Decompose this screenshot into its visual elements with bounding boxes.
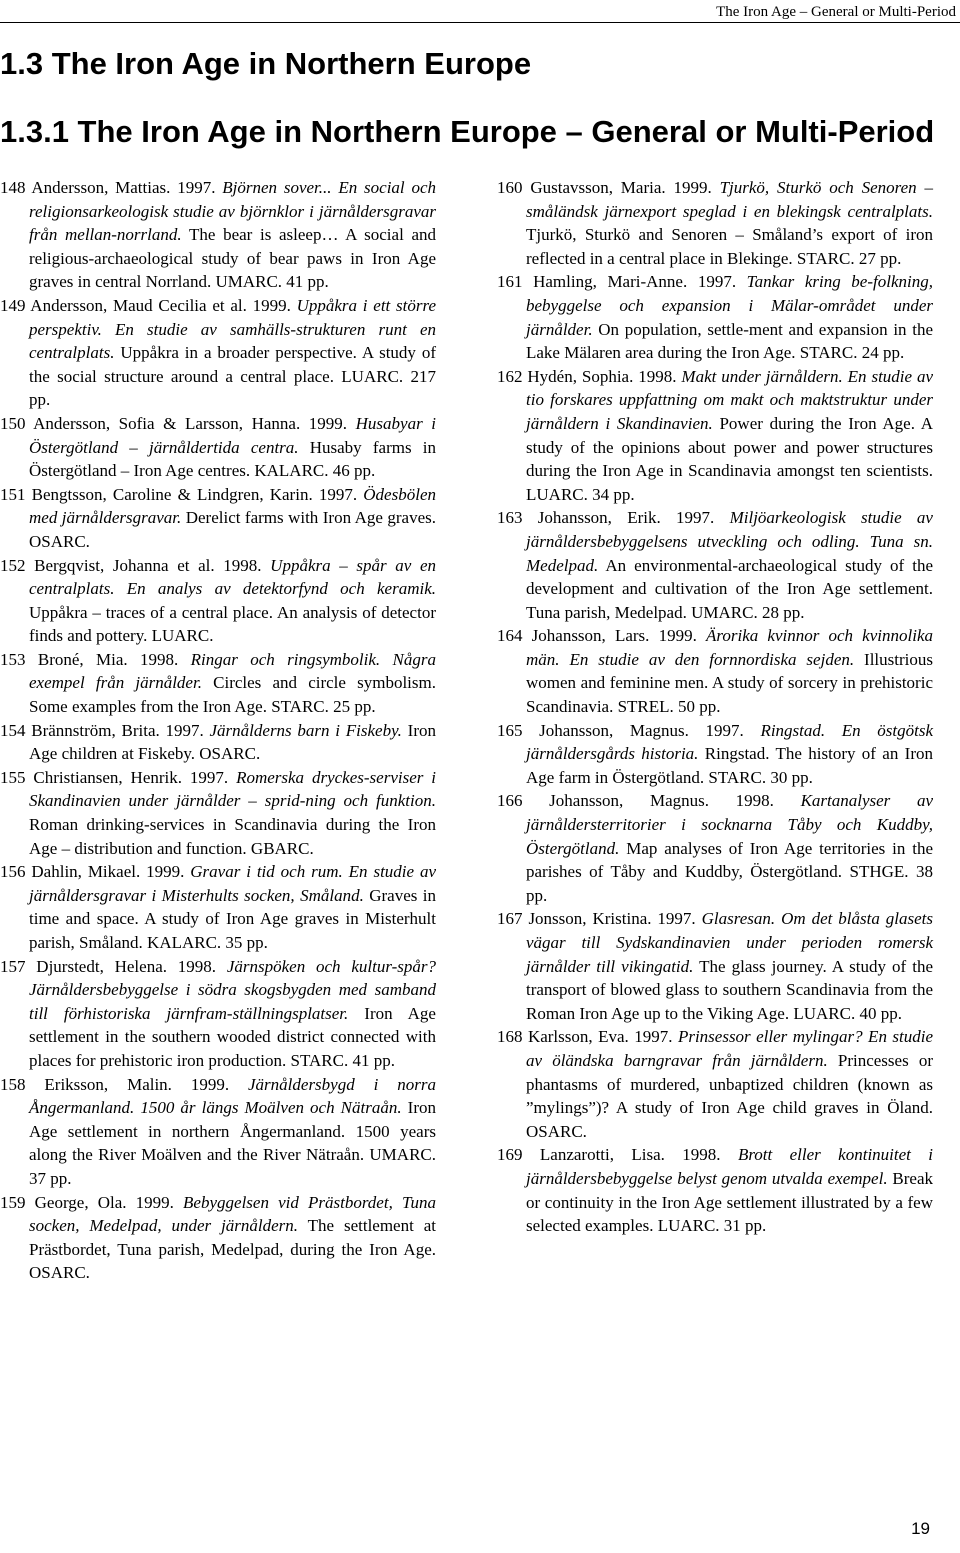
bibliography-entry: 157 Djurstedt, Helena. 1998. Järnspöken och kultur-spår? Järnåldersbebyggelse i södra skogsbygden med samband till förhistoriska järnfram-ställningsplatser. Iron Age settlement in the southern wooded district connected with places for prehistoric iron production. STARC. 41 pp. bbox=[0, 956, 437, 1070]
bibliography-entry: 169 Lanzarotti, Lisa. 1998. Brott eller kontinuitet i järnåldersbebyggelse belyst genom utvalda exempel. Break or continuity in the Iron Age settlement illustrated by a few selected examples. LUARC. 31 pp. bbox=[497, 1145, 934, 1236]
right-column bbox=[497, 176, 933, 1238]
bibliography-entry: 164 Johansson, Lars. 1999. Ärorika kvinnor och kvinnolika män. En studie av den fornnordiska sejden. Illustrious women and feminine men. A study of sorcery in prehistoric Scandinavia. STREL. 50 pp. bbox=[497, 626, 933, 717]
bibliography-entry: 155 Christiansen, Henrik. 1997. Romerska dryckes-serviser i Skandinavien under järnålder – sprid-ning och funktion. Roman drinking-services in Scandinavia during the Iron Age – distribution and function. GBARC. bbox=[0, 767, 436, 858]
bibliography-entry: 153 Broné, Mia. 1998. Ringar och ringsymbolik. Några exempel från järnålder. Circles and circle symbolism. Some examples from the Iron Age. STARC. 25 pp. bbox=[0, 649, 436, 717]
bibliography-entry: 161 Hamling, Mari-Anne. 1997. Tankar kring be-folkning, bebyggelse och expansion i Mälar-området under järnålder. On population, settle-ment and expansion in the Lake Mälaren area during the Iron Age. STARC. 24 pp. bbox=[497, 272, 933, 363]
bibliography-entry: 159 George, Ola. 1999. Bebyggelsen vid Prästbordet, Tuna socken, Medelpad, under järnåldern. The settlement at Prästbordet, Tuna parish, Medelpad, during the Iron Age. OSARC. bbox=[0, 1192, 436, 1283]
bibliography-entry: 152 Bergqvist, Johanna et al. 1998. Uppåkra – spår av en centralplats. En analys av detektorfynd och keramik. Uppåkra – traces of a central place. An analysis of detector finds and pottery. LUARC. bbox=[0, 555, 437, 646]
bibliography-entry: 149 Andersson, Maud Cecilia et al. 1999. Uppåkra i ett större perspektiv. En studie av samhälls-strukturen runt en centralplats. Uppåkra in a broader perspective. A study of the social structure around a central place. LUARC. 217 pp. bbox=[0, 295, 436, 410]
bibliography-entry: 162 Hydén, Sophia. 1998. Makt under järnåldern. En studie av tio forskares uppfattning om makt och maktstruktur under järnåldern i Skandinavien. Power during the Iron Age. A study of the opinions about power and power structures during the Iron Age in Scandinavia amongst ten scientists. LUARC. 34 pp. bbox=[497, 366, 934, 504]
bibliography-entry: 167 Jonsson, Kristina. 1997. Glasresan. Om det blåsta glasets vägar till Sydskandinavien under perioden romersk järnålder till vikingatid. The glass journey. A study of the transport of blowed glass to southern Scandinavia from the Roman Iron Age up to the Viking Age. LUARC. 40 pp. bbox=[497, 909, 933, 1023]
bibliography-entry: 158 Eriksson, Malin. 1999. Järnåldersbygd i norra Ångermanland. 1500 år längs Moälven och Nätraån. Iron Age settlement in northern Ångermanland. 1500 years along the River Moälven and the River Nätraån. UMARC. 37 pp. bbox=[0, 1074, 436, 1188]
section-heading: 1.3 The Iron Age in Northern Europe bbox=[0, 46, 532, 81]
bibliography-entry: 148 Andersson, Mattias. 1997. Björnen sover... En social och religionsarkeologisk studie av björnklor i järnåldersgravar från mellan-norrland. The bear is asleep… A social and religious-archaeological study of bear paws in Iron Age graves in central Norrland. UMARC. 41 pp. bbox=[0, 178, 436, 292]
bibliography-entry: 154 Brännström, Brita. 1997. Järnålderns barn i Fiskeby. Iron Age children at Fiskeby. OSARC. bbox=[0, 720, 437, 764]
header-rule bbox=[0, 22, 960, 23]
bibliography-entry: 151 Bengtsson, Caroline & Lindgren, Karin. 1997. Ödesbölen med järnåldersgravar. Derelict farms with Iron Age graves. OSARC. bbox=[0, 484, 436, 551]
bibliography-entry: 150 Andersson, Sofia & Larsson, Hanna. 1999. Husabyar i Östergötland – järnåldertida centra. Husaby farms in Östergötland – Iron Age centres. KALARC. 46 pp. bbox=[0, 413, 436, 481]
bibliography-entry: 168 Karlsson, Eva. 1997. Prinsessor eller mylingar? En studie av öländska barngravar från järnåldern. Princesses or phantasms of murdered, unbaptized children (known as ”mylings”)? A study of Iron Age child graves in Öland. OSARC. bbox=[497, 1027, 934, 1141]
bibliography-entry: 163 Johansson, Erik. 1997. Miljöarkeologisk studie av järnåldersbebyggelsens utveckling och odling. Tuna sn. Medelpad. An environmental-archaeological study of the development and cultivation of the Iron Age settlement. Tuna parish, Medelpad. UMARC. 28 pp. bbox=[497, 508, 933, 622]
bibliography-entry: 160 Gustavsson, Maria. 1999. Tjurkö, Sturkö och Senoren – småländsk järnexport speglad i en blekingsk centralplats. Tjurkö, Sturkö and Senoren – Småland’s export of iron reflected in a central place in Blekinge. STARC. 27 pp. bbox=[497, 178, 933, 268]
bibliography-entry: 165 Johansson, Magnus. 1997. Ringstad. En östgötsk järnåldersgårds historia. Ringstad. The history of an Iron Age farm in Östergötland. STARC. 30 pp. bbox=[497, 720, 934, 787]
left-column bbox=[0, 176, 436, 1285]
bibliography-entry: 156 Dahlin, Mikael. 1999. Gravar i tid och rum. En studie av järnåldersgravar i Misterhults socken, Småland. Graves in time and space. A study of Iron Age graves in Misterhult parish, Småland. KALARC. 35 pp. bbox=[0, 862, 436, 952]
page-number: 19 bbox=[911, 1519, 930, 1538]
bibliography-entry: 166 Johansson, Magnus. 1998. Kartanalyser av järnåldersterritorier i socknarna Tåby och Kuddby, Östergötland. Map analyses of Iron Age territories in the parishes of Tåby and Kuddby, Östergötland. STHGE. 38 pp. bbox=[497, 791, 933, 905]
subsection-heading: 1.3.1 The Iron Age in Northern Europe – General or Multi-Period bbox=[0, 114, 935, 149]
running-header: The Iron Age – General or Multi-Period bbox=[716, 4, 956, 20]
